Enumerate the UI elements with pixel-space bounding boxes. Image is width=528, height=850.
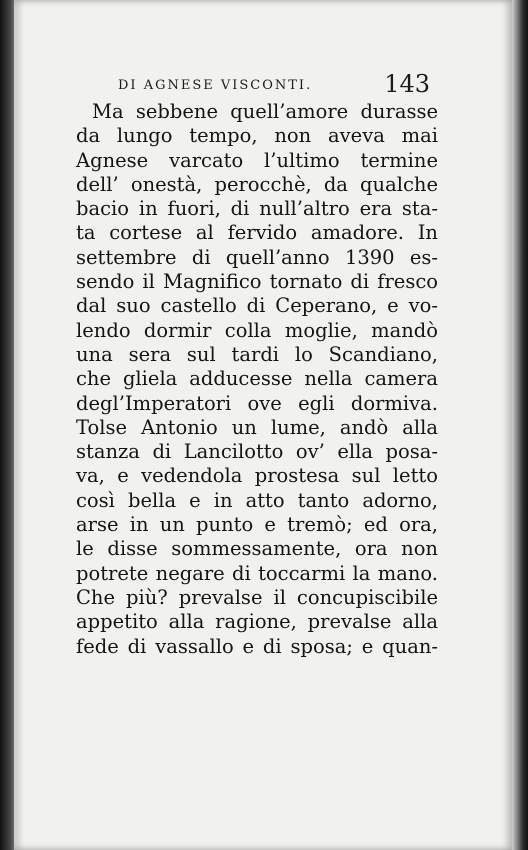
page-number: 143 [384,70,430,98]
page-edge-shadow [512,0,528,850]
text-line: ta cortese al fervido amadore. In [76,221,438,245]
text-line: stanza di Lancilotto ov’ ella posa- [76,440,438,464]
text-line: così bella e in atto tanto adorno, [76,488,438,512]
text-line: degl’Imperatori ove egli dormiva. [76,391,438,415]
text-line: una sera sul tardi lo Scandiano, [76,342,438,366]
text-line: dell’ onestà, perocchè, da qualche [76,172,438,196]
text-line: va, e vedendola prostesa sul letto [76,464,438,488]
text-line: Tolse Antonio un lume, andò alla [76,415,438,439]
text-line: da lungo tempo, non aveva mai [76,124,438,148]
text-line: dal suo castello di Ceperano, e vo- [76,294,438,318]
text-line: arse in un punto e tremò; ed ora, [76,513,438,537]
text-line: bacio in fuori, di null’altro era sta- [76,197,438,221]
text-line: Agnese varcato l’ultimo termine [76,148,438,172]
text-line: lendo dormir colla moglie, mandò [76,318,438,342]
text-line: sendo il Magnifico tornato di fresco [76,270,438,294]
text-line: settembre di quell’anno 1390 es- [76,245,438,269]
text-line: potrete negare di toccarmi la mano. [76,561,438,585]
text-line: fede di vassallo e di sposa; e quan- [76,634,438,658]
text-line: che gliela adducesse nella camera [76,367,438,391]
running-head: DI AGNESE VISCONTI. [118,78,313,93]
body-text [76,100,438,659]
text-line: Che più? prevalse il concupiscibile [76,585,438,609]
text-line: Ma sebbene quell’amore durasse [92,100,438,123]
text-line: appetito alla ragione, prevalse alla [76,610,438,634]
page-header [118,70,438,98]
text-line: le disse sommessamente, ora non [76,537,438,561]
